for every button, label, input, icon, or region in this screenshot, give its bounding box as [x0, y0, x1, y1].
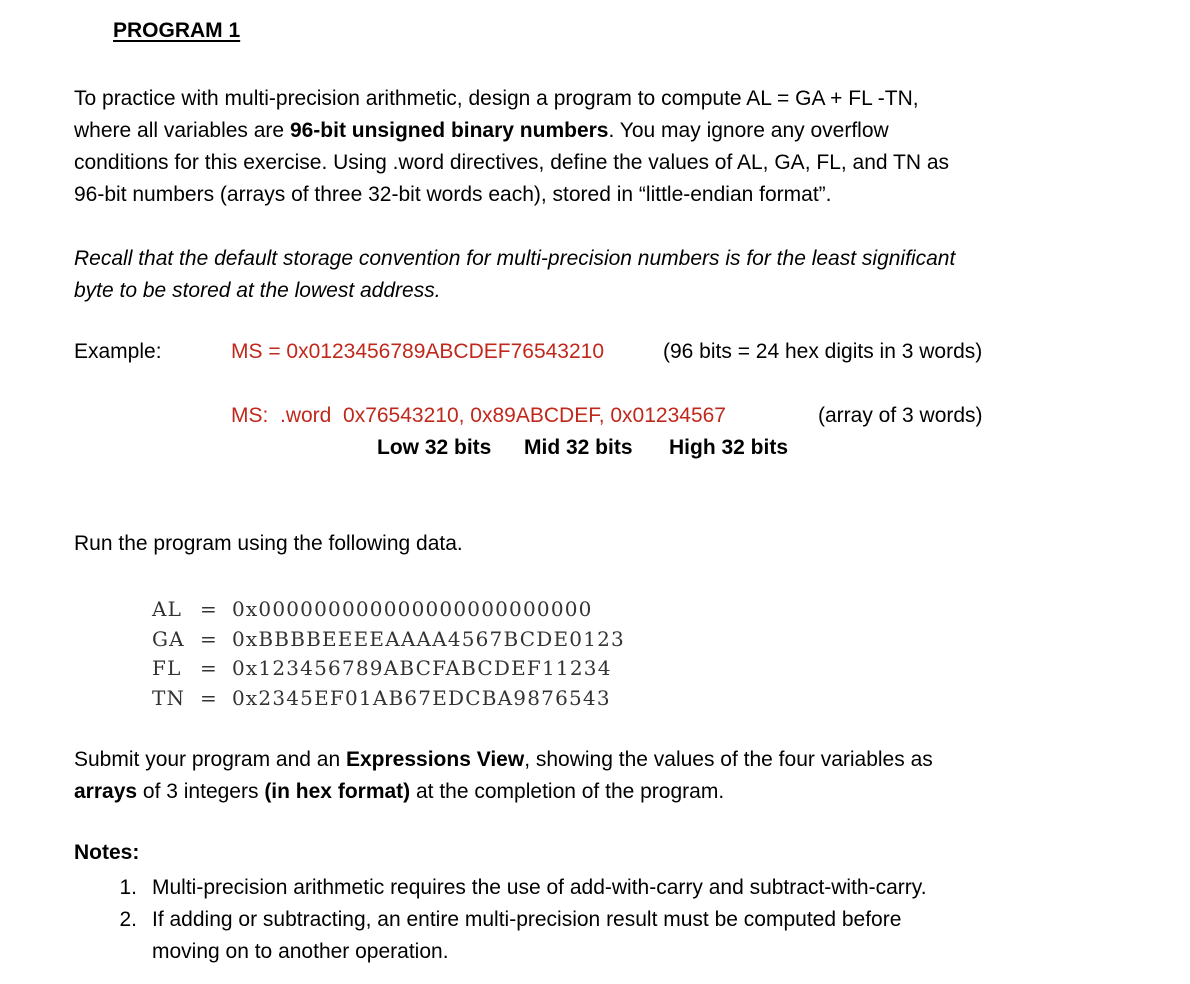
variable-value: 0x2345EF01AB67EDCBA9876543 [232, 685, 611, 710]
data-values-table [152, 595, 625, 713]
intro-line-2-bold: 96-bit unsigned binary numbers [289, 119, 609, 142]
variable-value: 0xBBBBEEEEAAAA4567BCDE0123 [232, 626, 625, 651]
submit-line-1 [74, 744, 933, 776]
variable-name: AL [152, 597, 183, 621]
intro-line-3: conditions for this exercise. Using .word directives, define the values of AL, GA, FL, and TN as [74, 151, 950, 174]
note-text-line: moving on to another operation. [152, 940, 449, 963]
note-number: 2. [119, 908, 137, 931]
submit-line-2 [74, 776, 933, 808]
submit-line-1-text-b: , showing the values of the four variables as [524, 748, 933, 771]
note-text-line: If adding or subtracting, an entire multi-precision result must be computed before [152, 908, 902, 931]
submit-line-2-text-a: of 3 integers [137, 780, 265, 803]
run-instruction: Run the program using the following data. [74, 532, 463, 555]
intro-line-2 [74, 115, 949, 147]
recall-paragraph [74, 243, 955, 307]
notes-list [74, 872, 927, 968]
example-label: Example: [74, 340, 162, 363]
example-word-note: (array of 3 words) [818, 404, 983, 427]
high-bits-label: High 32 bits [669, 436, 789, 459]
mid-bits-label: Mid 32 bits [524, 436, 633, 459]
variable-value: 0x000000000000000000000000 [232, 597, 593, 621]
note-item [74, 904, 927, 968]
data-row-ga [152, 625, 625, 655]
equals-sign: = [200, 626, 218, 651]
variable-value: 0x123456789ABCFABCDEF11234 [232, 656, 612, 680]
variable-name: GA [152, 626, 185, 651]
data-row-al [152, 595, 625, 625]
submit-line-2-text-b: at the completion of the program. [410, 780, 725, 803]
intro-line-1: To practice with multi-precision arithmetic, design a program to compute AL = GA + FL -TN, [74, 87, 919, 110]
equals-sign: = [200, 597, 218, 621]
note-text [152, 904, 901, 968]
intro-line-4: 96-bit numbers (arrays of three 32-bit words each), stored in “little-endian format”. [74, 183, 832, 206]
submit-line-1-text-a: Submit your program and an [74, 748, 346, 771]
submit-line-2-bold-1: arrays [74, 780, 138, 803]
data-row-tn [152, 684, 625, 714]
example-word-directive: MS: .word 0x76543210, 0x89ABCDEF, 0x01234567 [231, 404, 726, 427]
submit-line-2-bold-2: (in hex format) [264, 780, 411, 803]
recall-line-2: byte to be stored at the lowest address. [74, 279, 441, 302]
notes-heading: Notes: [74, 841, 140, 864]
variable-name: TN [152, 685, 186, 710]
submit-paragraph [74, 744, 933, 808]
equals-sign: = [200, 656, 218, 680]
data-row-fl [152, 654, 625, 684]
variable-name: FL [152, 656, 182, 680]
intro-line-2-text-b: . You may ignore any overflow [608, 119, 889, 142]
example-ms-value: MS = 0x0123456789ABCDEF76543210 [231, 340, 605, 363]
page-title: PROGRAM 1 [113, 19, 241, 42]
note-item [74, 872, 927, 904]
recall-line-1: Recall that the default storage convention for multi-precision numbers is for the least significant [74, 247, 956, 270]
intro-line-2-text-a: where all variables are [74, 119, 290, 142]
example-ms-note: (96 bits = 24 hex digits in 3 words) [663, 340, 983, 363]
equals-sign: = [200, 685, 218, 710]
note-text: Multi-precision arithmetic requires the use of add-with-carry and subtract-with-carry. [152, 876, 927, 899]
intro-paragraph [74, 83, 949, 211]
submit-line-1-bold: Expressions View [345, 748, 525, 771]
low-bits-label: Low 32 bits [377, 436, 492, 459]
note-number: 1. [119, 876, 137, 899]
